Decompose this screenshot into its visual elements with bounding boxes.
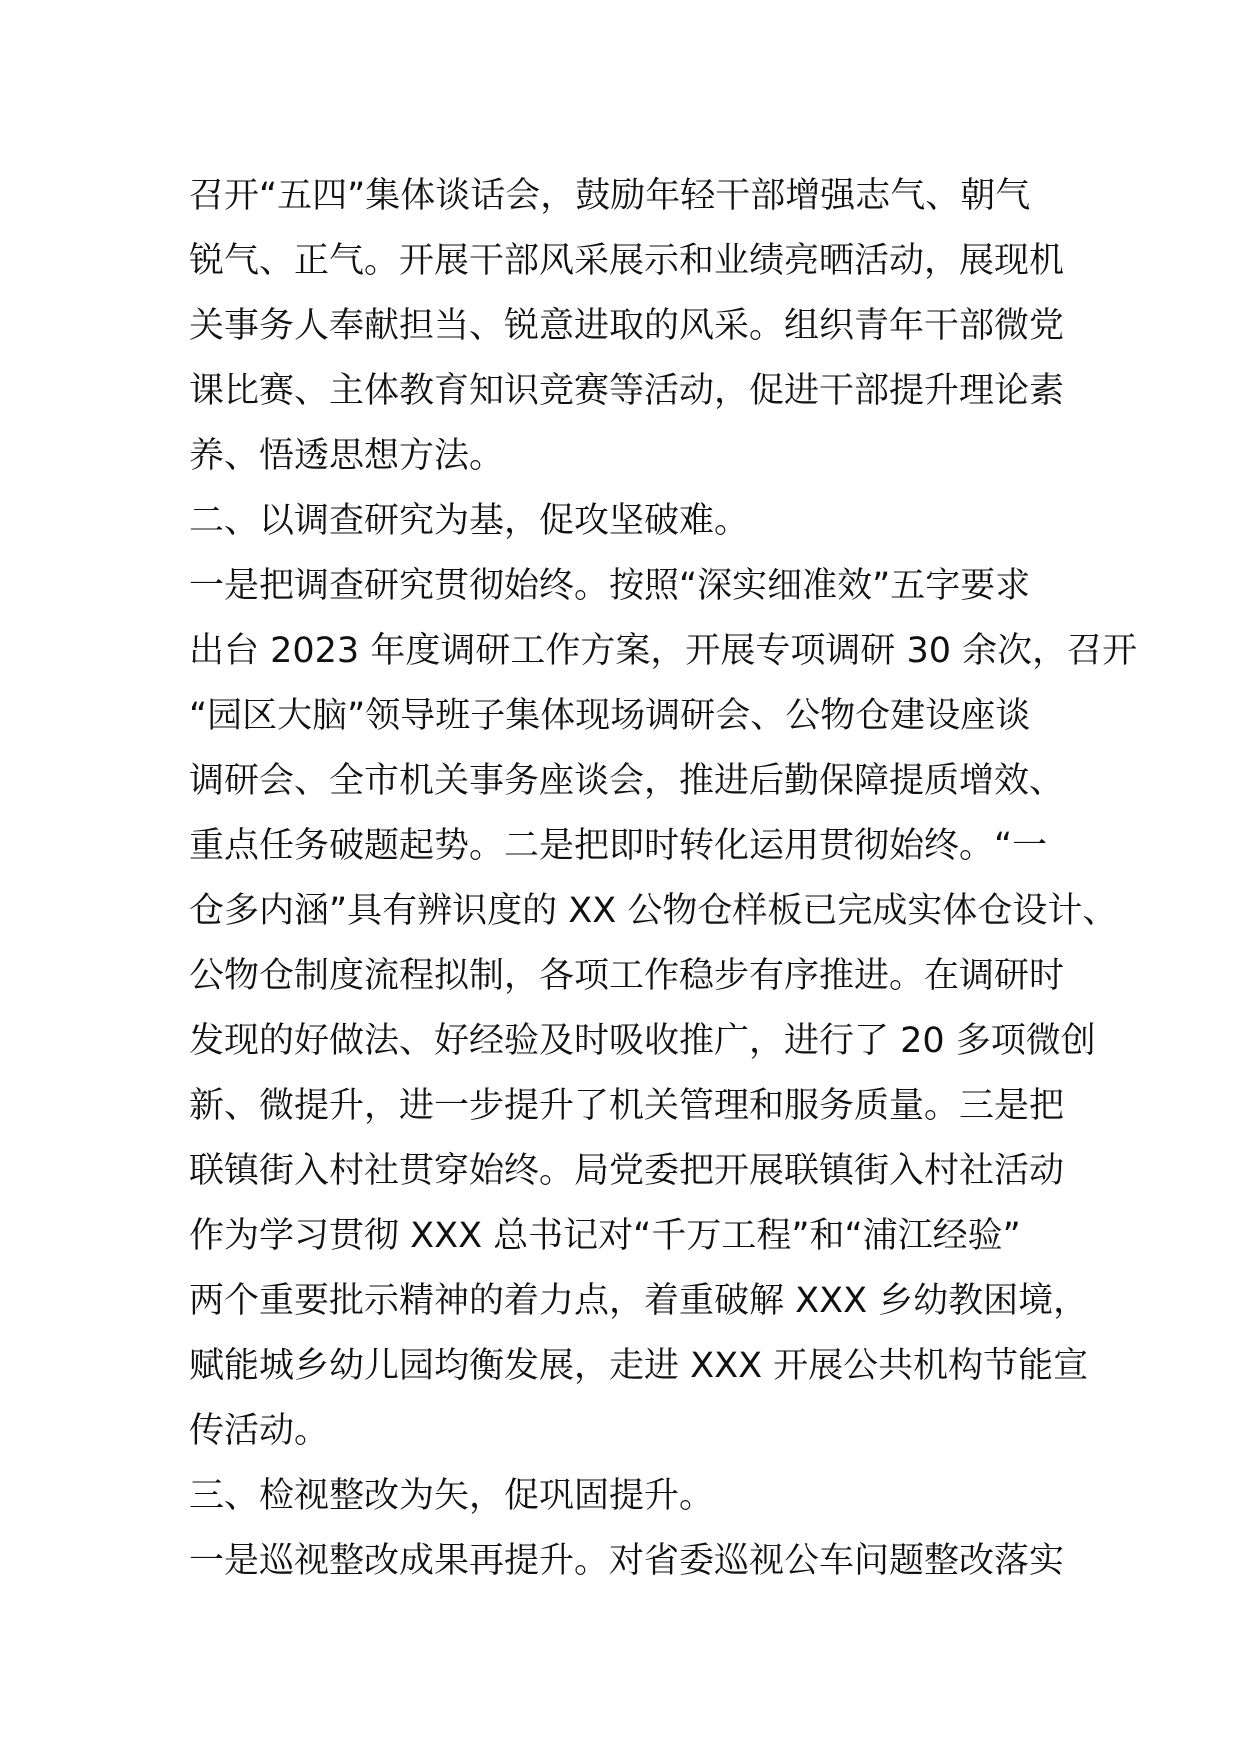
paragraph-line: 作为学习贯彻 XXX 总书记对“千万工程”和“浦江经验” — [189, 1216, 1021, 1256]
paragraph-line: 公物仓制度流程拟制，各项工作稳步有序推进。在调研时 — [189, 956, 1065, 996]
paragraph-line: 召开“五四”集体谈话会，鼓励年轻干部增强志气、朝气 — [189, 176, 1031, 216]
section-heading: 三、检视整改为矢，促巩固提升。 — [189, 1476, 715, 1516]
paragraph-line: 传活动。 — [189, 1411, 330, 1451]
paragraph-line: 发现的好做法、好经验及时吸收推广，进行了 20 多项微创 — [189, 1021, 1096, 1061]
paragraph-line: 一是把调查研究贯彻始终。按照“深实细准效”五字要求 — [189, 566, 1031, 606]
paragraph-line: 仓多内涵”具有辨识度的 XX 公物仓样板已完成实体仓设计、 — [189, 891, 1118, 931]
paragraph-line: “园区大脑”领导班子集体现场调研会、公物仓建设座谈 — [189, 696, 1031, 736]
document-body — [189, 164, 1138, 1594]
paragraph-line: 一是巡视整改成果再提升。对省委巡视公车问题整改落实 — [189, 1541, 1065, 1581]
paragraph-line: 出台 2023 年度调研工作方案，开展专项调研 30 余次，召开 — [189, 631, 1138, 671]
paragraph-line: 联镇街入村社贯穿始终。局党委把开展联镇街入村社活动 — [189, 1151, 1065, 1191]
paragraph-line: 新、微提升，进一步提升了机关管理和服务质量。三是把 — [189, 1086, 1065, 1126]
paragraph-line: 两个重要批示精神的着力点，着重破解 XXX 乡幼教困境， — [189, 1281, 1089, 1321]
paragraph-line: 课比赛、主体教育知识竞赛等活动，促进干部提升理论素 — [189, 371, 1065, 411]
paragraph-line: 赋能城乡幼儿园均衡发展，走进 XXX 开展公共机构节能宣 — [189, 1346, 1089, 1386]
paragraph-line: 锐气、正气。开展干部风采展示和业绩亮晒活动，展现机 — [189, 241, 1065, 281]
paragraph-line: 重点任务破题起势。二是把即时转化运用贯彻始终。“一 — [189, 826, 1048, 866]
section-heading: 二、以调查研究为基，促攻坚破难。 — [189, 501, 750, 541]
paragraph-line: 调研会、全市机关事务座谈会，推进后勤保障提质增效、 — [189, 761, 1065, 801]
paragraph-line: 关事务人奉献担当、锐意进取的风采。组织青年干部微党 — [189, 306, 1065, 346]
paragraph-line: 养、悟透思想方法。 — [189, 436, 505, 476]
